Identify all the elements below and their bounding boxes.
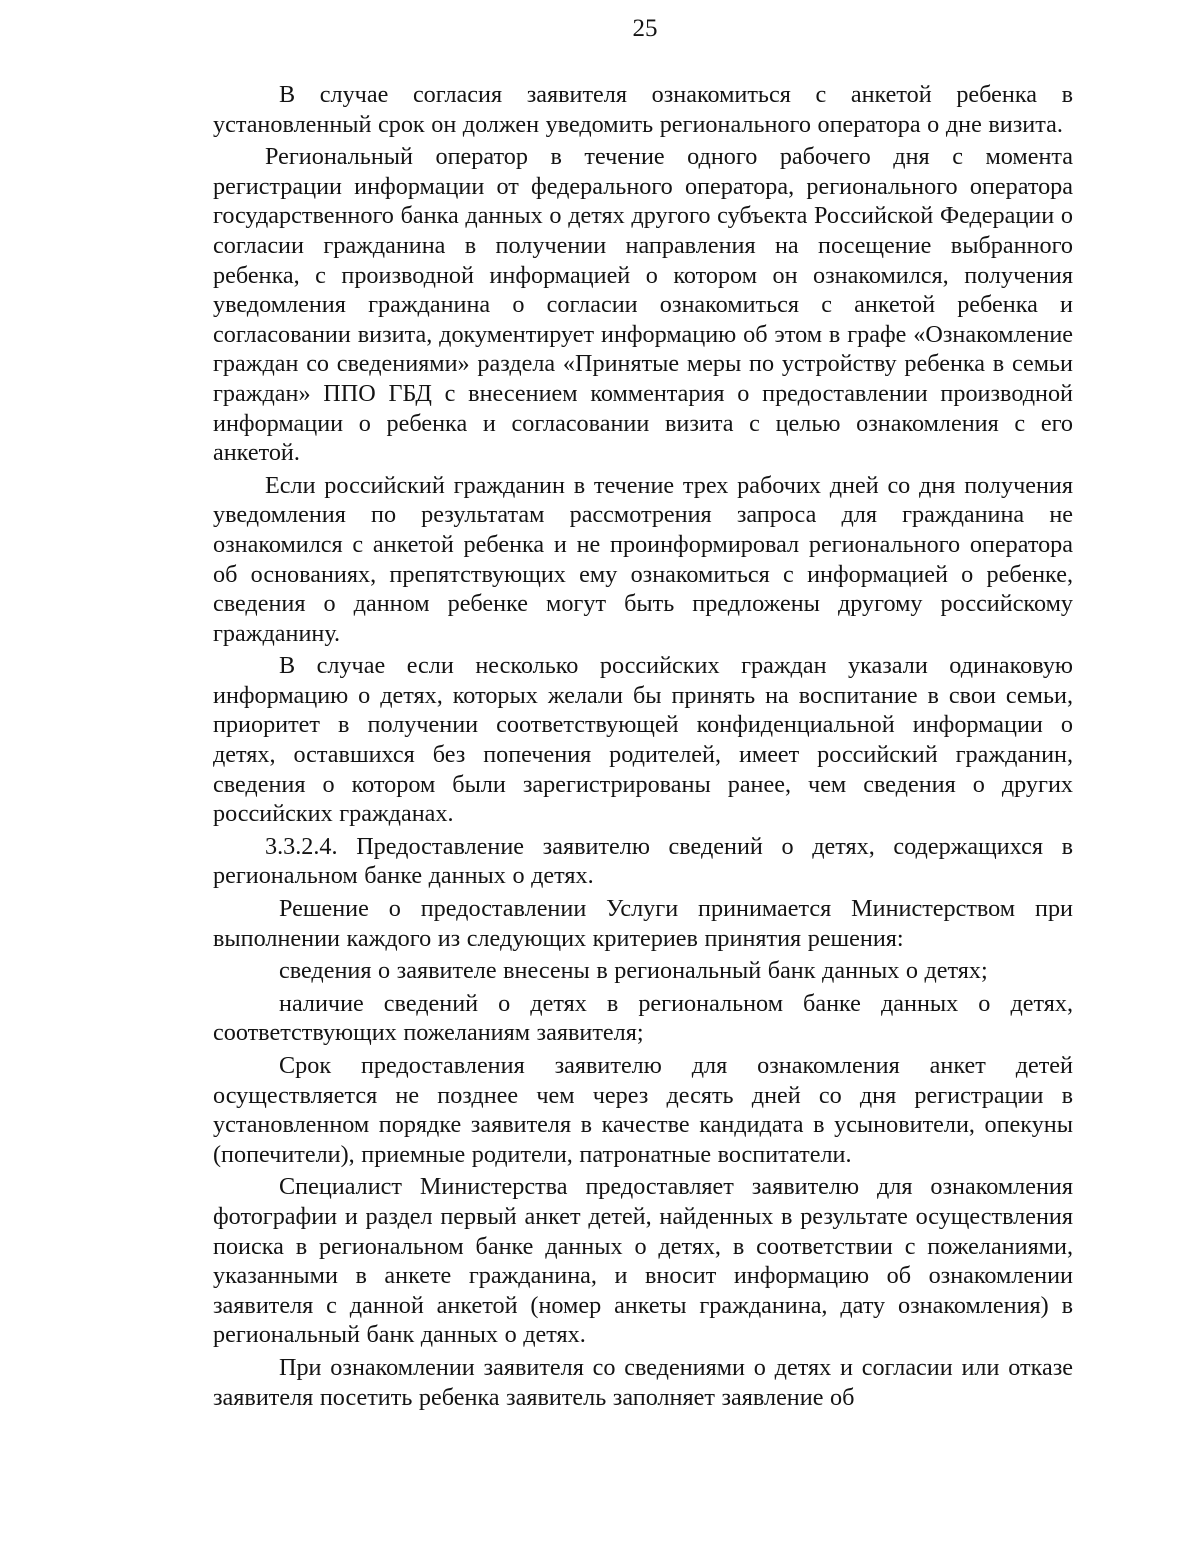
paragraph-priority: В случае если несколько российских граждан указали одинаковую информацию о детях, которых желали бы принять на воспитание в свои семьи, приоритет в получении соответствующей конфиденциальной информации о детях, оставшихся без попечения родителей, имеет российский гражданин, сведения о котором были зарегистрированы ранее, чем сведения о других российских гражданах. bbox=[213, 652, 1073, 828]
page-number: 25 bbox=[632, 15, 658, 42]
paragraph-application: При ознакомлении заявителя со сведениями о детях и согласии или отказе заявителя посетить ребенка заявитель заполняет заявление об bbox=[213, 1353, 1073, 1411]
paragraph-deadline: Срок предоставления заявителю для ознакомления анкет детей осуществляется не позднее чем через десять дней со дня регистрации в установленном порядке заявителя в качестве кандидата в усыновители, опекуны (попечители), приемные родители, патронатные воспитатели. bbox=[213, 1052, 1073, 1168]
paragraph-three-days: Если российский гражданин в течение трех рабочих дней со дня получения уведомления по результатам рассмотрения запроса для гражданина не ознакомился с анкетой ребенка и не проинформировал регионального оператора об основаниях, препятствующих ему ознакомиться с информацией о ребенке, сведения о данном ребенке могут быть предложены другому российскому гражданину. bbox=[213, 471, 1073, 647]
paragraph-visit-notice: В случае согласия заявителя ознакомиться с анкетой ребенка в установленный срок он должен уведомить регионального оператора о дне визита. bbox=[213, 81, 1073, 138]
document-body bbox=[213, 80, 1073, 1415]
paragraph-criterion-2: наличие сведений о детях в региональном банке данных о детях, соответствующих пожеланиям заявителя; bbox=[213, 989, 1073, 1047]
paragraph-specialist: Специалист Министерства предоставляет заявителю для ознакомления фотографии и раздел первый анкет детей, найденных в результате осуществления поиска в региональном банке данных о детях, в соответствии с пожеланиями, указанными в анкете гражданина, и вносит информацию об ознакомлении заявителя с данной анкетой (номер анкеты гражданина, дату ознакомления) в региональный банк данных о детях. bbox=[213, 1173, 1073, 1349]
paragraph-decision-criteria: Решение о предоставлении Услуги принимается Министерством при выполнении каждого из следующих критериев принятия решения: bbox=[213, 895, 1073, 952]
paragraph-criterion-1: сведения о заявителе внесены в региональный банк данных о детях; bbox=[279, 957, 988, 985]
paragraph-regional-operator: Региональный оператор в течение одного рабочего дня с момента регистрации информации от федерального оператора, регионального оператора государственного банка данных о детях другого субъекта Российской Федерации о согласии гражданина в получении направления на посещение выбранного ребенка, с производной информацией о котором он ознакомился, получения уведомления гражданина о согласии ознакомиться с анкетой ребенка и согласовании визита, документирует информацию об этом в графе «Ознакомление граждан со сведениями» раздела «Принятые меры по устройству ребенка в семьи граждан» ППО ГБД с внесением комментария о предоставлении производной информации о ребенка и согласовании визита с целью ознакомления с его анкетой. bbox=[213, 143, 1073, 467]
paragraph-section-3-3-2-4: 3.3.2.4. Предоставление заявителю сведений о детях, содержащихся в региональном банке данных о детях. bbox=[213, 832, 1073, 890]
